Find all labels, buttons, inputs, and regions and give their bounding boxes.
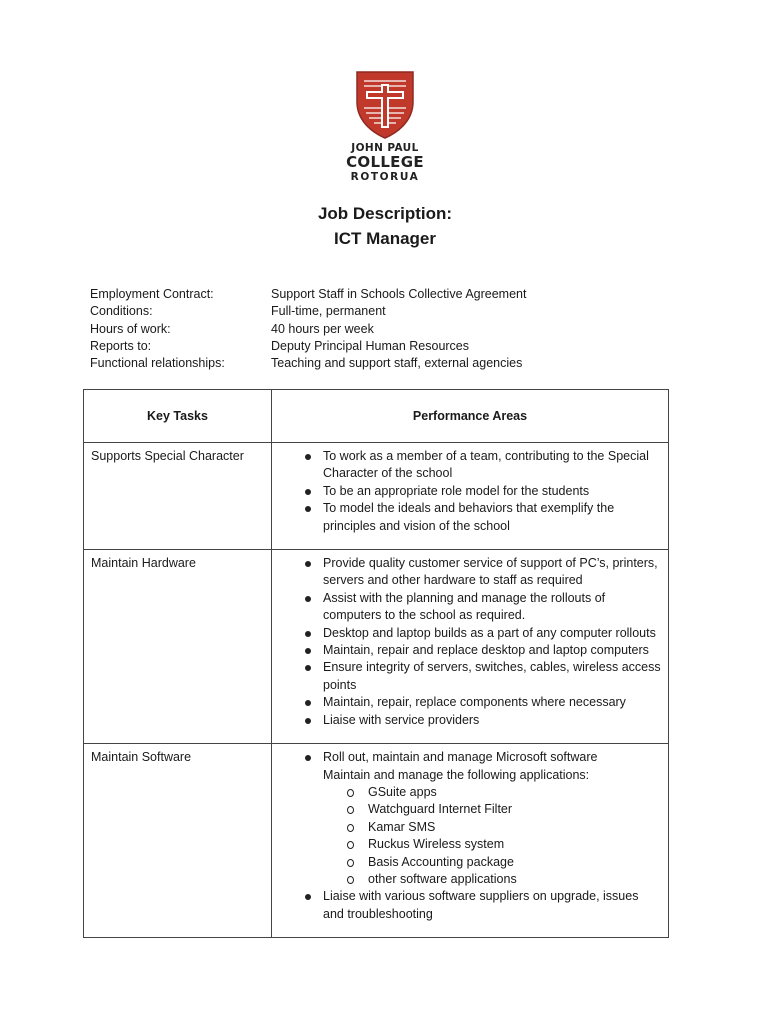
list-item [278, 448, 662, 483]
detail-label: Reports to: [90, 338, 152, 353]
bullet-icon [305, 755, 311, 761]
detail-value: Teaching and support staff, external agencies [271, 356, 523, 371]
list-item [278, 625, 662, 642]
table-row [84, 550, 669, 744]
detail-value: 40 hours per week [271, 321, 374, 336]
list-item-text: Liaise with service providers [323, 712, 480, 727]
list-item-text: Liaise with various software suppliers on upgrade, issues and troubleshooting [323, 889, 639, 921]
list-item-text: Maintain, repair and replace desktop and laptop computers [323, 643, 649, 658]
bullet-icon [305, 506, 311, 512]
detail-value: Deputy Principal Human Resources [271, 338, 470, 353]
bullet-icon [305, 648, 311, 654]
sub-list-item [278, 854, 662, 871]
college-crest-icon [355, 70, 415, 140]
list-item-text: Roll out, maintain and manage Microsoft software [323, 750, 598, 765]
performance-list [278, 448, 662, 535]
performance-list [278, 555, 662, 729]
list-item-text: To model the ideals and behaviors that exemplify the principles and vision of the school [323, 501, 615, 533]
list-item [278, 642, 662, 659]
sub-list-item [278, 801, 662, 818]
key-tasks-header: Key Tasks [84, 390, 272, 443]
tasks-table [83, 389, 669, 938]
circle-bullet-icon [347, 789, 354, 797]
list-item [278, 712, 662, 729]
bullet-icon [305, 596, 311, 602]
table-row [84, 443, 669, 550]
list-item [278, 888, 662, 923]
detail-row [90, 321, 690, 338]
list-item [278, 694, 662, 711]
bullet-icon [305, 718, 311, 724]
sub-list-item [278, 819, 662, 836]
performance-list [278, 749, 662, 784]
college-logo [345, 70, 425, 182]
list-item-intro [278, 767, 662, 784]
areas-cell [272, 443, 669, 550]
circle-bullet-icon [347, 824, 354, 832]
list-item [278, 749, 662, 766]
detail-row [90, 286, 690, 303]
list-item-text: Assist with the planning and manage the rollouts of computers to the school as required. [323, 590, 606, 623]
bullet-icon [305, 561, 311, 567]
list-item [278, 500, 662, 535]
sub-list-item [278, 836, 662, 853]
sub-list-item [278, 784, 662, 801]
logo-line-1: JOHN PAUL [351, 142, 419, 154]
employment-details [90, 286, 690, 372]
detail-row [90, 338, 690, 355]
sub-item-text: Kamar SMS [368, 819, 436, 834]
list-item-text: Desktop and laptop builds as a part of any computer rollouts [323, 625, 656, 640]
sub-list-item [278, 871, 662, 888]
list-item [278, 555, 662, 590]
detail-value: Support Staff in Schools Collective Agreement [271, 287, 527, 301]
detail-value: Full-time, permanent [271, 304, 386, 319]
sub-item-text: Basis Accounting package [368, 854, 514, 869]
list-item-text: Provide quality customer service of support of PC’s, printers, servers and other hardware to staff as required [323, 556, 658, 588]
sub-item-text: GSuite apps [368, 784, 437, 799]
task-cell: Maintain Hardware [84, 550, 272, 744]
circle-bullet-icon [347, 806, 354, 814]
list-item-text: Maintain, repair, replace components where necessary [323, 695, 626, 710]
circle-bullet-icon [347, 841, 354, 849]
sub-item-text: Ruckus Wireless system [368, 837, 505, 852]
list-item [278, 590, 662, 625]
list-item [278, 659, 662, 694]
bullet-icon [305, 454, 311, 460]
list-item [278, 483, 662, 500]
table-header-row [84, 390, 669, 443]
applications-list [278, 784, 662, 888]
table-row [84, 744, 669, 938]
detail-label: Employment Contract: [90, 287, 214, 301]
circle-bullet-icon [347, 876, 354, 884]
areas-cell [272, 550, 669, 744]
sub-item-text: Watchguard Internet Filter [368, 802, 513, 817]
detail-row [90, 355, 690, 372]
performance-areas-header: Performance Areas [272, 390, 669, 443]
logo-line-3: ROTORUA [350, 170, 420, 183]
circle-bullet-icon [347, 859, 354, 867]
bullet-icon [305, 489, 311, 495]
bullet-icon [305, 665, 311, 671]
detail-label: Hours of work: [90, 321, 171, 336]
bullet-icon [305, 700, 311, 706]
job-title: ICT Manager [333, 229, 437, 248]
performance-list [278, 888, 662, 923]
detail-label: Functional relationships: [90, 356, 225, 371]
list-item-text: Ensure integrity of servers, switches, cables, wireless access points [323, 660, 661, 692]
bullet-icon [305, 894, 311, 900]
logo-line-2: COLLEGE [346, 152, 424, 171]
detail-row [90, 303, 690, 320]
areas-cell [272, 744, 669, 938]
list-item-text: To work as a member of a team, contributing to the Special Character of the school [323, 449, 649, 481]
task-cell: Maintain Software [84, 744, 272, 938]
list-item-text: Maintain and manage the following applications: [323, 767, 590, 782]
detail-label: Conditions: [90, 304, 153, 319]
sub-item-text: other software applications [368, 871, 517, 886]
bullet-icon [305, 631, 311, 637]
list-item-text: To be an appropriate role model for the students [323, 483, 590, 498]
document-title: Job Description: [317, 204, 453, 223]
task-cell: Supports Special Character [84, 443, 272, 550]
